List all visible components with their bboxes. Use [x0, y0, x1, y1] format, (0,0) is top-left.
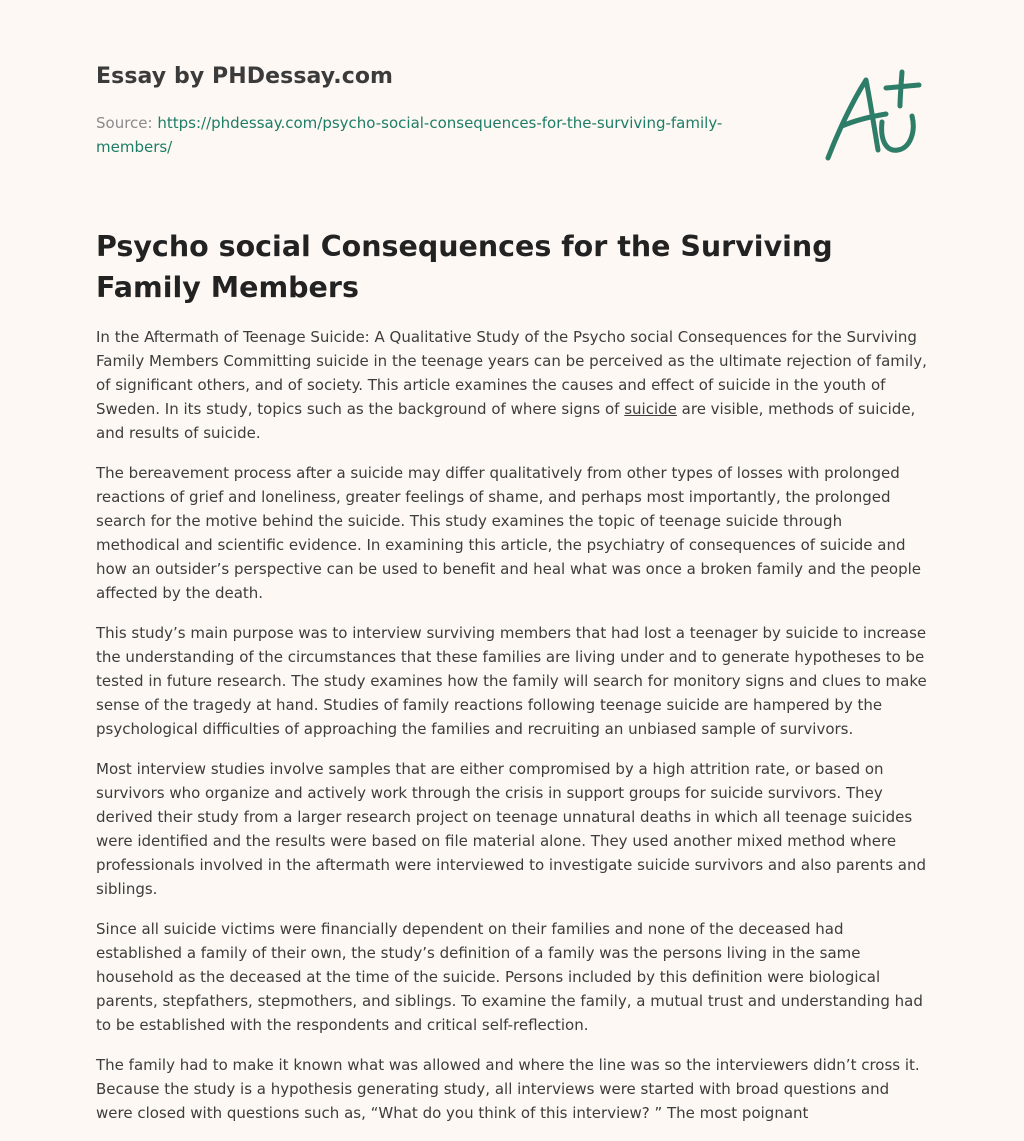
essay-paragraph: Most interview studies involve samples that are either compromised by a high attrition rate, or based on survivors who organize and actively work through the crisis in support groups for suicide survivors. They derived their study from a larger research project on teenage unnatural deaths in which all teenage suicides were identified and the results were based on file material alone. They used another mixed method where professionals involved in the aftermath were interviewed to investigate suicide survivors and also parents and siblings. — [96, 760, 927, 898]
paragraph-text-before-link: In the Aftermath of Teenage Suicide: A Qualitative Study of the Psycho social Consequences for the Surviving Family Members Committing suicide in the teenage years can be perceived as the ultimate rejection of family, of significant others, and of society. This article examines the causes and effect of suicide in the youth of Sweden. In its study, topics such as the background of where signs of — [96, 328, 927, 418]
a-plus-grade-logo-icon — [820, 66, 930, 166]
essay-title: Psycho social Consequences for the Surviving Family Members — [96, 230, 833, 304]
page-header — [96, 0, 930, 200]
essay-paragraph: The bereavement process after a suicide may differ qualitatively from other types of losses with prolonged reactions of grief and loneliness, greater feelings of shame, and perhaps most importantly, the prolonged search for the motive behind the suicide. This study examines the topic of teenage suicide through methodical and scientific evidence. In examining this article, the psychiatry of consequences of suicide and how an outsider’s perspective can be used to benefit and heal what was once a broken family and the people affected by the death. — [96, 464, 922, 602]
essay-page — [96, 0, 930, 1122]
suicide-link[interactable]: suicide — [624, 400, 677, 418]
source-label: Source: — [96, 114, 153, 132]
paragraph-text-after-link: are visible, methods of suicide, and results of suicide. — [96, 400, 916, 442]
essay-paragraph: Since all suicide victims were financially dependent on their families and none of the deceased had established a family of their own, the study’s definition of a family was the persons living in the same household as the deceased at the time of the suicide. Persons included by this definition were biological parents, stepfathers, stepmothers, and siblings. To examine the family, a mutual trust and understanding had to be established with the respondents and critical self-reflection. — [96, 920, 923, 1034]
site-title: Essay by PHDessay.com — [96, 64, 394, 89]
source-link[interactable]: https://phdessay.com/psycho-social-consequences-for-the-surviving-family-members/ — [96, 114, 723, 156]
essay-paragraph: This study’s main purpose was to interview surviving members that had lost a teenager by suicide to increase the understanding of the circumstances that these families are living under and to generate hypotheses to be tested in future research. The study examines how the family will search for monitory signs and clues to make sense of the tragedy at hand. Studies of family reactions following teenage suicide are hampered by the psychological difficulties of approaching the families and recruiting an unbiased sample of survivors. — [96, 624, 927, 738]
source-line — [96, 111, 736, 159]
essay-paragraph: The family had to make it known what was allowed and where the line was so the interviewers didn’t cross it. Because the study is a hypothesis generating study, all interviews were started with broad questions and were closed with questions such as, “What do you think of this interview? ” The most poignant — [96, 1056, 920, 1122]
essay-paragraph — [96, 325, 930, 445]
essay-body — [96, 325, 930, 1141]
